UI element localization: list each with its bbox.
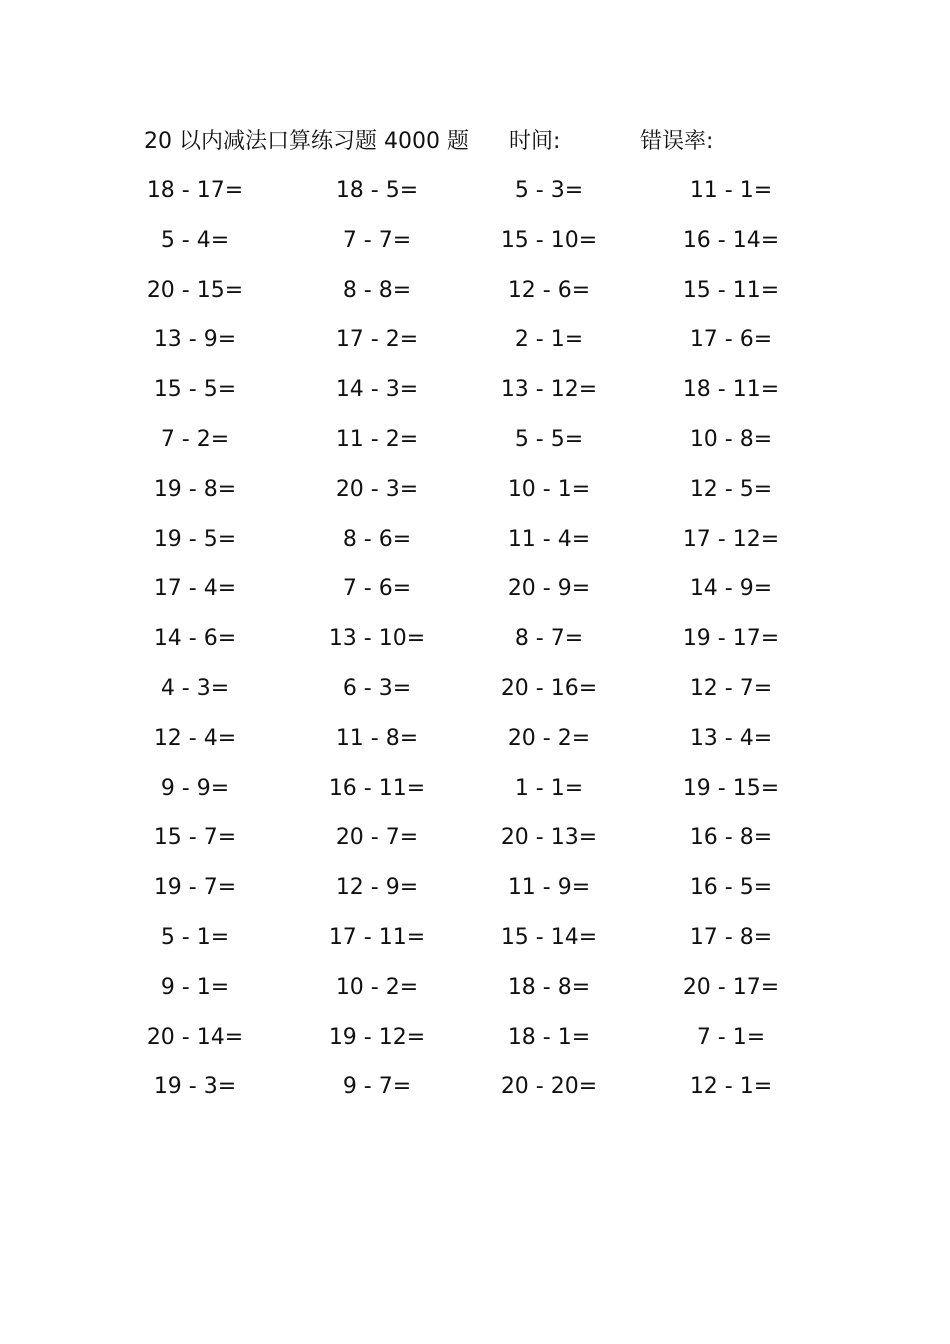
problem-cell: 20 - 20=	[500, 1074, 598, 1100]
problem-cell: 10 - 2=	[335, 974, 419, 1000]
problem-row	[0, 471, 950, 521]
problem-cell: 19 - 12=	[328, 1024, 426, 1050]
problem-cell: 15 - 10=	[500, 227, 598, 253]
problem-cell: 5 - 3=	[514, 178, 584, 203]
problem-cell: 14 - 9=	[689, 576, 773, 602]
problem-cell: 16 - 5=	[689, 875, 773, 901]
problem-cell: 17 - 4=	[153, 576, 237, 602]
problem-cell: 8 - 6=	[342, 526, 412, 552]
problem-cell: 15 - 7=	[153, 825, 237, 851]
problem-cell: 10 - 8=	[689, 426, 773, 452]
problem-cell: 17 - 8=	[689, 924, 773, 950]
problem-cell: 18 - 1=	[507, 1024, 591, 1050]
problem-row	[0, 819, 950, 869]
problem-cell: 6 - 3=	[342, 675, 412, 701]
problem-cell: 12 - 9=	[335, 875, 419, 901]
problem-cell: 9 - 1=	[160, 974, 230, 1000]
problem-cell: 4 - 3=	[160, 675, 230, 701]
problem-row	[0, 1019, 950, 1069]
problem-cell: 19 - 7=	[153, 875, 237, 901]
problem-row	[0, 770, 950, 820]
problem-row	[0, 172, 950, 222]
problem-cell: 15 - 5=	[153, 377, 237, 403]
problem-cell: 9 - 9=	[160, 775, 230, 801]
problem-cell: 12 - 5=	[689, 476, 773, 502]
problem-cell: 18 - 11=	[682, 377, 780, 403]
problem-cell: 13 - 4=	[689, 725, 773, 751]
problem-row	[0, 272, 950, 322]
problem-cell: 13 - 9=	[153, 327, 237, 353]
problem-cell: 5 - 1=	[160, 924, 230, 950]
problem-cell: 17 - 11=	[328, 924, 426, 950]
problem-cell: 16 - 14=	[682, 227, 780, 253]
problem-cell: 12 - 1=	[689, 1074, 773, 1100]
problem-cell: 20 - 2=	[507, 725, 591, 751]
problem-cell: 18 - 17=	[146, 178, 244, 203]
problem-cell: 14 - 6=	[153, 626, 237, 652]
problem-cell: 12 - 6=	[507, 277, 591, 303]
worksheet-title: 20 以内减法口算练习题 4000 题	[144, 129, 469, 154]
problem-cell: 13 - 10=	[328, 626, 426, 652]
problem-cell: 13 - 12=	[500, 377, 598, 403]
problem-row	[0, 670, 950, 720]
problem-row	[0, 521, 950, 571]
problem-row	[0, 371, 950, 421]
problem-cell: 19 - 15=	[682, 775, 780, 801]
problem-cell: 7 - 2=	[160, 426, 230, 452]
problem-cell: 19 - 3=	[153, 1074, 237, 1100]
problem-cell: 11 - 1=	[689, 178, 773, 203]
problem-row	[0, 869, 950, 919]
problem-row	[0, 222, 950, 272]
problem-cell: 20 - 3=	[335, 476, 419, 502]
problem-cell: 11 - 8=	[335, 725, 419, 751]
problem-cell: 19 - 8=	[153, 476, 237, 502]
problem-cell: 18 - 5=	[335, 178, 419, 203]
problem-cell: 15 - 11=	[682, 277, 780, 303]
problem-cell: 20 - 15=	[146, 277, 244, 303]
problem-cell: 11 - 4=	[507, 526, 591, 552]
problem-grid	[0, 172, 950, 1118]
problem-cell: 17 - 2=	[335, 327, 419, 353]
worksheet-header	[0, 124, 950, 160]
problem-row	[0, 421, 950, 471]
problem-cell: 20 - 14=	[146, 1024, 244, 1050]
problem-cell: 11 - 2=	[335, 426, 419, 452]
problem-cell: 16 - 8=	[689, 825, 773, 851]
problem-cell: 20 - 7=	[335, 825, 419, 851]
problem-cell: 17 - 12=	[682, 526, 780, 552]
problem-cell: 18 - 8=	[507, 974, 591, 1000]
problem-cell: 17 - 6=	[689, 327, 773, 353]
problem-cell: 7 - 1=	[696, 1024, 766, 1050]
error-rate-label: 错误率:	[640, 129, 714, 154]
problem-cell: 1 - 1=	[514, 775, 584, 801]
problem-cell: 8 - 8=	[342, 277, 412, 303]
problem-row	[0, 919, 950, 969]
problem-cell: 16 - 11=	[328, 775, 426, 801]
problem-cell: 12 - 4=	[153, 725, 237, 751]
problem-row	[0, 620, 950, 670]
problem-cell: 20 - 16=	[500, 675, 598, 701]
problem-cell: 9 - 7=	[342, 1074, 412, 1100]
problem-cell: 12 - 7=	[689, 675, 773, 701]
problem-cell: 19 - 17=	[682, 626, 780, 652]
problem-row	[0, 321, 950, 371]
problem-cell: 11 - 9=	[507, 875, 591, 901]
problem-cell: 8 - 7=	[514, 626, 584, 652]
problem-cell: 7 - 7=	[342, 227, 412, 253]
problem-cell: 15 - 14=	[500, 924, 598, 950]
problem-cell: 2 - 1=	[514, 327, 584, 353]
problem-cell: 7 - 6=	[342, 576, 412, 602]
problem-cell: 14 - 3=	[335, 377, 419, 403]
problem-cell: 5 - 5=	[514, 426, 584, 452]
problem-row	[0, 720, 950, 770]
problem-cell: 20 - 17=	[682, 974, 780, 1000]
problem-row	[0, 1068, 950, 1118]
problem-row	[0, 969, 950, 1019]
problem-row	[0, 570, 950, 620]
problem-cell: 19 - 5=	[153, 526, 237, 552]
problem-cell: 10 - 1=	[507, 476, 591, 502]
problem-cell: 20 - 13=	[500, 825, 598, 851]
time-label: 时间:	[509, 129, 561, 154]
problem-cell: 5 - 4=	[160, 227, 230, 253]
problem-cell: 20 - 9=	[507, 576, 591, 602]
